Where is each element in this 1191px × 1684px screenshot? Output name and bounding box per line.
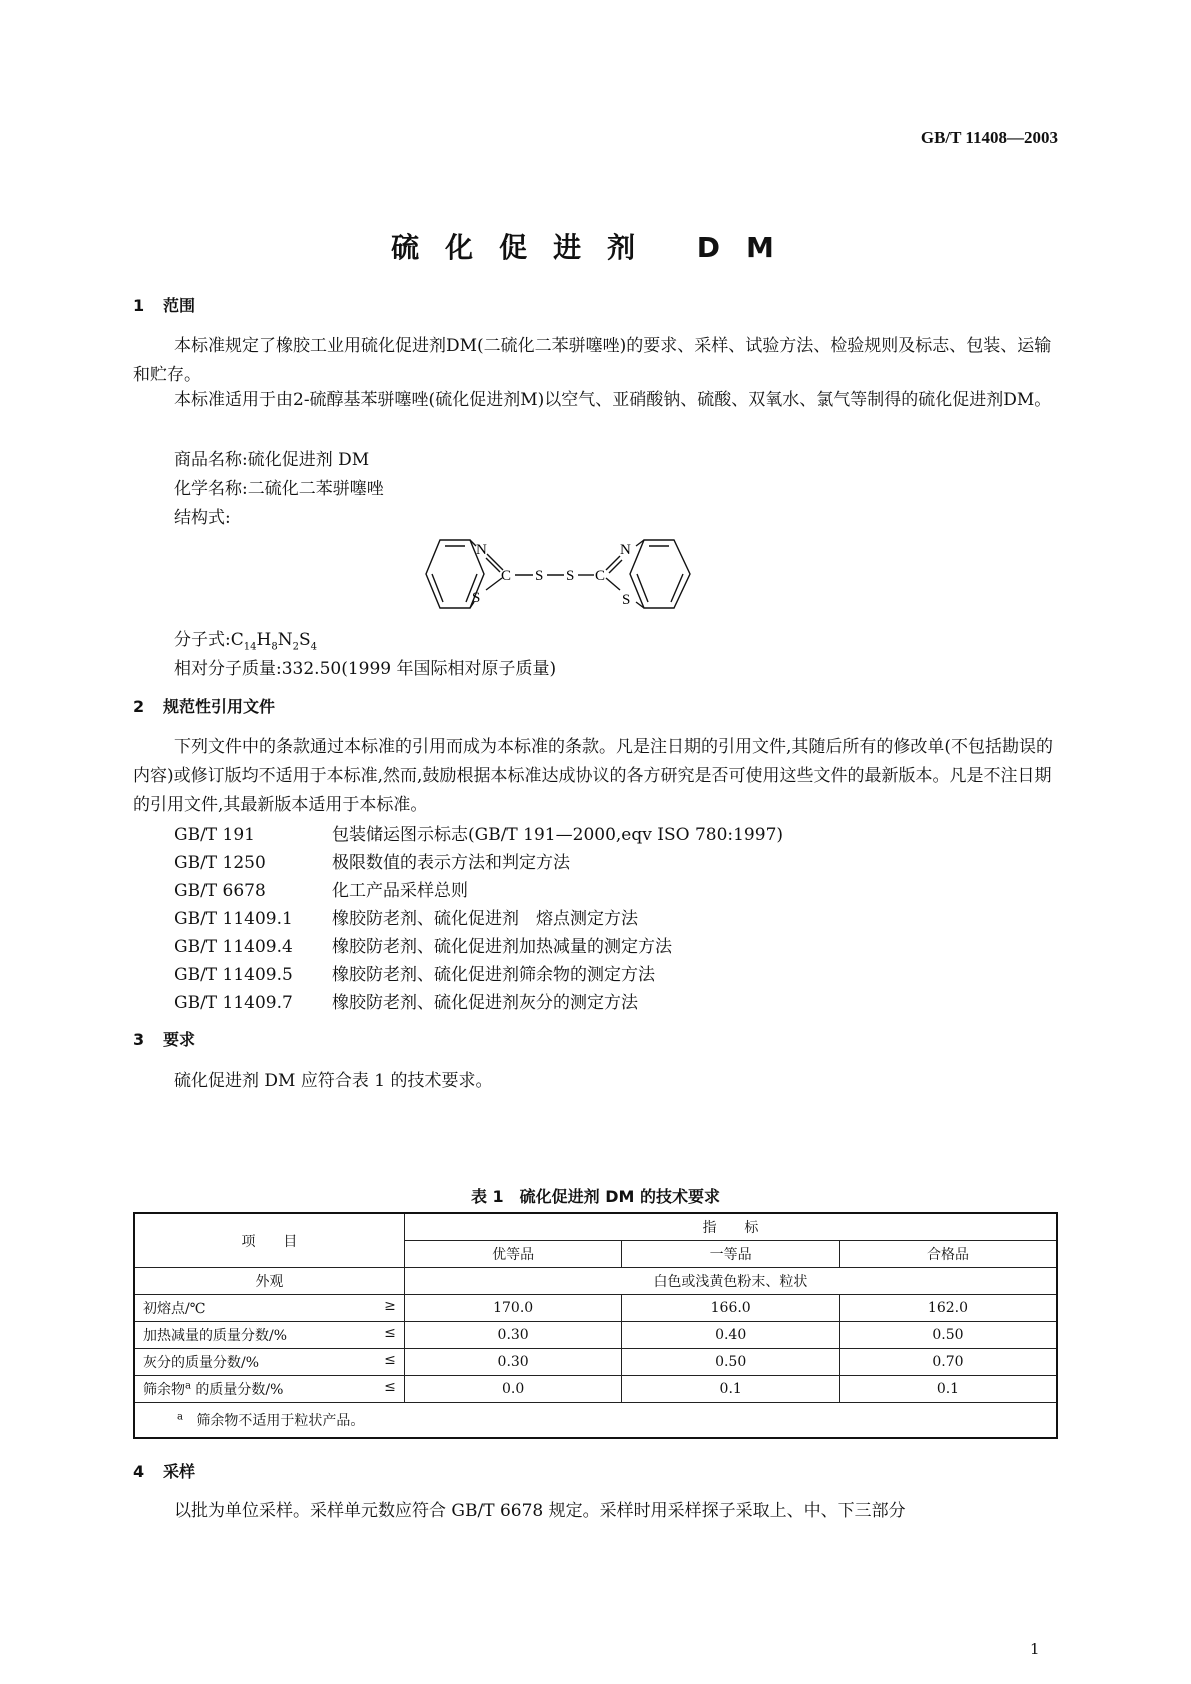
reference-title: 橡胶防老剂、硫化促进剂灰分的测定方法 [332, 993, 638, 1013]
reference-item [174, 848, 570, 873]
section-1-heading [133, 293, 195, 316]
table-header-row [134, 1213, 1057, 1241]
atom-s-bridge-2: S [566, 568, 575, 584]
reference-title: 包装储运图示标志(GB/T 191—2000,eqv ISO 780:1997) [332, 825, 784, 845]
row-label-text: 筛余物 [143, 1382, 185, 1398]
section-number: 3 [133, 1030, 145, 1049]
table-cell: 166.0 [622, 1295, 840, 1322]
formula-s-count: 4 [310, 641, 317, 653]
relative-molecular-mass: 相对分子质量:332.50(1999 年国际相对原子质量) [174, 659, 557, 679]
reference-code: GB/T 11409.4 [174, 937, 293, 957]
table-row [134, 1322, 1057, 1349]
row-label [134, 1295, 404, 1322]
reference-title: 橡胶防老剂、硫化促进剂加热减量的测定方法 [332, 937, 672, 957]
grade-header: 一等品 [622, 1241, 840, 1268]
structural-formula-diagram [400, 530, 730, 630]
section-title: 规范性引用文件 [163, 697, 276, 716]
reference-title: 极限数值的表示方法和判定方法 [332, 853, 570, 873]
atom-s-left-ring: S [472, 590, 481, 606]
formula-n: N [277, 630, 293, 650]
table-row [134, 1376, 1057, 1403]
footnote-text: 筛余物不适用于粒状产品。 [196, 1413, 365, 1429]
row-label-text: 灰分的质量分数/% [143, 1355, 260, 1371]
right-benzene-ring [630, 540, 690, 608]
table-cell: 0.40 [622, 1322, 840, 1349]
reference-item [174, 876, 468, 901]
row-label-text: 初熔点/℃ [143, 1301, 206, 1317]
atom-c-left: C [501, 568, 512, 584]
row-label-tail: 的质量分数/% [190, 1382, 284, 1398]
section-number: 4 [133, 1462, 145, 1481]
header-item: 项 目 [134, 1213, 404, 1268]
reference-item [174, 960, 655, 985]
chemical-name: 化学名称:二硫化二苯骈噻唑 [174, 479, 384, 499]
formula-s: S [298, 630, 311, 650]
trade-name: 商品名称:硫化促进剂 DM [174, 450, 370, 470]
formula-n-count: 2 [292, 641, 299, 653]
sampling-paragraph: 以批为单位采样。采样单元数应符合 GB/T 6678 规定。采样时用采样探子采取上、中、下三部分 [174, 1501, 906, 1521]
table-row [134, 1268, 1057, 1295]
section-title: 范围 [163, 296, 196, 315]
normative-paragraph: 下列文件中的条款通过本标准的引用而成为本标准的条款。凡是注日期的引用文件,其随后所有的修改单(不包括勘误的内容)或修订版均不适用于本标准,然而,鼓励根据本标准达成协议的各方研究是否可使用这些文件的最新版本。凡是不注日期的引用文件,其最新版本适用于本标准。 [133, 737, 1054, 815]
footnote-marker: a [185, 1380, 191, 1392]
formula-h-count: 8 [271, 641, 278, 653]
section-title: 采样 [163, 1462, 196, 1481]
header-index: 指 标 [404, 1213, 1057, 1241]
reference-code: GB/T 11409.1 [174, 909, 293, 929]
comparison-symbol: ≤ [384, 1379, 396, 1395]
row-label [134, 1322, 404, 1349]
row-label: 外观 [134, 1268, 404, 1295]
table-cell: 0.1 [839, 1376, 1057, 1403]
table-cell: 0.70 [839, 1349, 1057, 1376]
grade-header: 合格品 [839, 1241, 1057, 1268]
table-row [134, 1295, 1057, 1322]
comparison-symbol: ≥ [384, 1298, 396, 1314]
grade-header: 优等品 [404, 1241, 622, 1268]
row-label-text: 加热减量的质量分数/% [143, 1328, 288, 1344]
footnote-marker: a [177, 1411, 183, 1423]
reference-code: GB/T 1250 [174, 853, 266, 873]
section-number: 1 [133, 296, 145, 315]
formula-c: C [230, 630, 244, 650]
formula-h: H [256, 630, 272, 650]
structure-label: 结构式: [174, 508, 231, 528]
technical-requirements-table [133, 1212, 1058, 1439]
section-title: 要求 [163, 1030, 196, 1049]
scope-paragraph-1: 本标准规定了橡胶工业用硫化促进剂DM(二硫化二苯骈噻唑)的要求、采样、试验方法、检验规则及标志、包装、运输和贮存。 [133, 336, 1052, 385]
table-cell: 162.0 [839, 1295, 1057, 1322]
reference-code: GB/T 11409.7 [174, 993, 293, 1013]
table-footnote [134, 1403, 1057, 1439]
reference-item [174, 904, 638, 929]
section-4-heading [133, 1459, 195, 1482]
reference-item [174, 932, 672, 957]
row-label [134, 1376, 404, 1403]
table-caption: 表 1 硫化促进剂 DM 的技术要求 [470, 1187, 721, 1206]
reference-item [174, 988, 638, 1013]
atom-n-right: N [620, 542, 631, 558]
table-cell: 0.30 [404, 1349, 622, 1376]
row-label [134, 1349, 404, 1376]
reference-title: 橡胶防老剂、硫化促进剂筛余物的测定方法 [332, 965, 655, 985]
reference-title: 化工产品采样总则 [332, 881, 468, 901]
reference-item [174, 820, 783, 845]
atom-s-bridge-1: S [535, 568, 544, 584]
table-cell: 0.0 [404, 1376, 622, 1403]
table-cell: 170.0 [404, 1295, 622, 1322]
reference-code: GB/T 6678 [174, 881, 266, 901]
table-cell: 0.50 [839, 1322, 1057, 1349]
appearance-value: 白色或浅黄色粉末、粒状 [404, 1268, 1057, 1295]
molecular-formula [174, 625, 317, 652]
section-number: 2 [133, 697, 145, 716]
reference-code: GB/T 11409.5 [174, 965, 293, 985]
section-3-heading [133, 1027, 195, 1050]
comparison-symbol: ≤ [384, 1352, 396, 1368]
section-2-heading [133, 694, 275, 717]
scope-paragraph-2: 本标准适用于由2-硫醇基苯骈噻唑(硫化促进剂M)以空气、亚硝酸钠、硫酸、双氧水、氯气等制得的硫化促进剂DM。 [174, 390, 1052, 410]
formula-c-count: 14 [243, 641, 257, 653]
table-footnote-row [134, 1403, 1057, 1439]
page-number: 1 [1030, 1640, 1040, 1658]
formula-label: 分子式: [174, 630, 231, 650]
table-row [134, 1349, 1057, 1376]
table-cell: 0.30 [404, 1322, 622, 1349]
atom-n-left: N [476, 542, 487, 558]
reference-code: GB/T 191 [174, 825, 255, 845]
requirements-paragraph: 硫化促进剂 DM 应符合表 1 的技术要求。 [174, 1071, 493, 1091]
table-cell: 0.50 [622, 1349, 840, 1376]
atom-s-right-ring: S [622, 592, 631, 608]
document-title: 硫化促进剂 DM [391, 231, 800, 264]
table-cell: 0.1 [622, 1376, 840, 1403]
atom-c-right: C [595, 568, 606, 584]
reference-title: 橡胶防老剂、硫化促进剂 熔点测定方法 [332, 909, 638, 929]
comparison-symbol: ≤ [384, 1325, 396, 1341]
standard-code: GB/T 11408—2003 [920, 128, 1058, 147]
